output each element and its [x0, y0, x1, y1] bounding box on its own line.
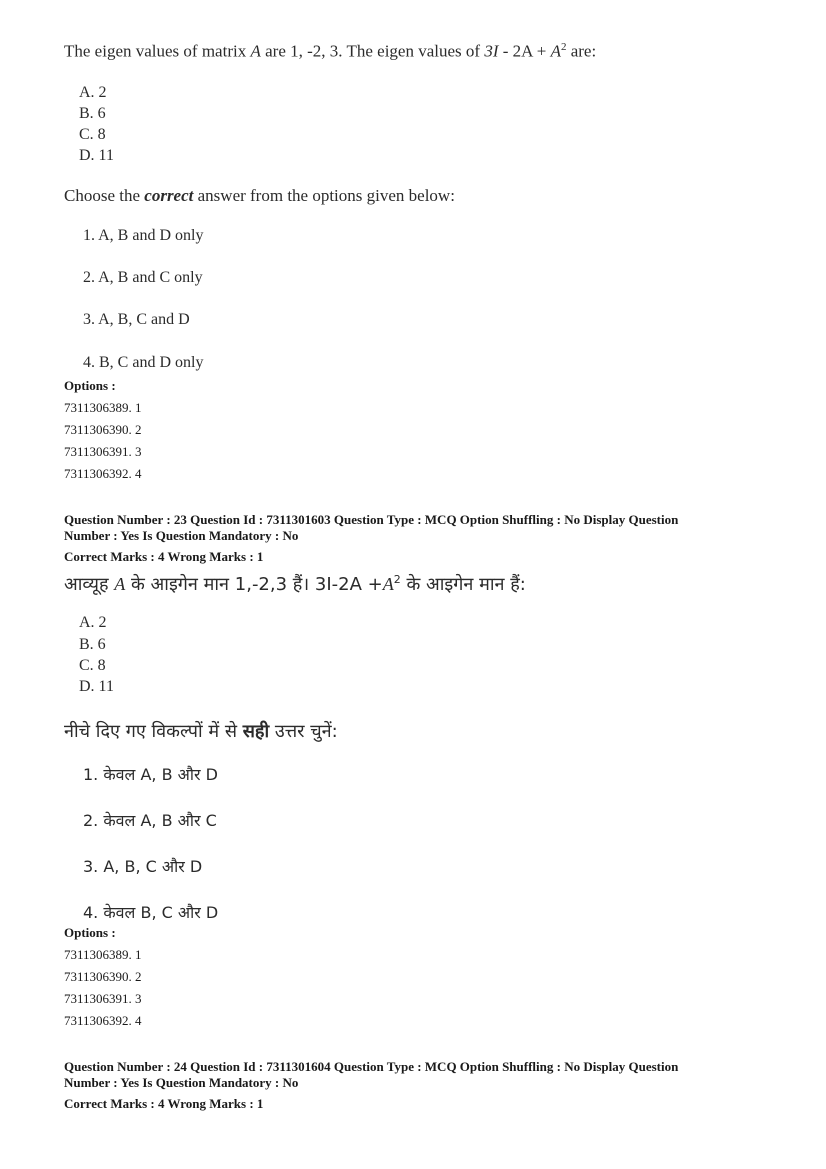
question-text-middle: are 1, -2, 3. The eigen values of [260, 41, 485, 61]
expr-a: A [550, 41, 561, 61]
options-label-2: Options : [64, 925, 116, 940]
letter-option-a-en: A. 2 [79, 84, 107, 101]
numbered-option-4-hi: 4. केवल B, C और D [83, 903, 219, 922]
question-text-before: The eigen values of matrix [64, 41, 251, 61]
question-meta-line2-q24: Number : Yes Is Question Mandatory : No [64, 1075, 299, 1090]
question-statement-en [64, 41, 596, 62]
numbered-option-4-en: 4. B, C and D only [83, 354, 204, 371]
question-marks: Correct Marks : 4 Wrong Marks : 1 [64, 549, 264, 564]
choose-instruction-hi [64, 719, 338, 743]
question-text-after: are: [566, 41, 597, 61]
option-id-1: 7311306389. 1 [64, 400, 142, 415]
matrix-variable-hi: A [114, 574, 126, 594]
option-id-4: 7311306392. 4 [64, 466, 142, 481]
choose-after-hi: उत्तर चुनें: [269, 721, 338, 742]
option-id-1-b: 7311306389. 1 [64, 947, 142, 962]
numbered-option-2-hi: 2. केवल A, B और C [83, 811, 217, 830]
numbered-option-3-en: 3. A, B, C and D [83, 311, 190, 328]
letter-option-d-hi: D. 11 [79, 678, 114, 695]
option-id-3: 7311306391. 3 [64, 444, 142, 459]
choose-after: answer from the options given below: [193, 186, 455, 205]
options-label-1: Options : [64, 378, 116, 393]
expr-superscript: 2 [560, 41, 567, 53]
choose-before-hi: नीचे दिए गए विकल्पों में से [64, 721, 243, 742]
expr-minus-2a: - 2A + [498, 41, 551, 61]
letter-option-c-hi: C. 8 [79, 657, 106, 674]
expr-a-hi: A [382, 574, 394, 594]
choose-emphasis-hi: सही [242, 721, 270, 742]
letter-option-c-en: C. 8 [79, 126, 106, 143]
numbered-option-2-en: 2. A, B and C only [83, 269, 203, 286]
choose-before: Choose the [64, 186, 145, 205]
expr-superscript-hi: 2 [393, 573, 401, 586]
expr-3i: 3I [484, 41, 499, 61]
question-meta-line1-q24: Question Number : 24 Question Id : 7311301604 Question Type : MCQ Option Shuffling : No Display Question [64, 1059, 679, 1074]
option-id-3-b: 7311306391. 3 [64, 991, 142, 1006]
question-meta-line1: Question Number : 23 Question Id : 7311301603 Question Type : MCQ Option Shuffling : No Display Question [64, 512, 679, 527]
numbered-option-1-en: 1. A, B and D only [83, 227, 204, 244]
matrix-variable: A [250, 41, 261, 61]
option-id-2: 7311306390. 2 [64, 422, 142, 437]
question-statement-hi [64, 572, 526, 596]
letter-option-d-en: D. 11 [79, 147, 114, 164]
question-meta-line2: Number : Yes Is Question Mandatory : No [64, 528, 299, 543]
option-id-4-b: 7311306392. 4 [64, 1013, 142, 1028]
numbered-option-3-hi: 3. A, B, C और D [83, 857, 203, 876]
numbered-option-1-hi: 1. केवल A, B और D [83, 765, 218, 784]
option-id-2-b: 7311306390. 2 [64, 969, 142, 984]
question-text-middle-hi: के आइगेन मान 1,-2,3 हैं। 3I-2A + [125, 574, 383, 595]
choose-emphasis: correct [144, 186, 194, 205]
question-text-before-hi: आव्यूह [64, 574, 115, 595]
letter-option-b-en: B. 6 [79, 105, 106, 122]
choose-instruction-en [64, 186, 455, 206]
letter-option-b-hi: B. 6 [79, 636, 106, 653]
question-text-after-hi: के आइगेन मान हैं: [400, 574, 526, 595]
question-marks-q24: Correct Marks : 4 Wrong Marks : 1 [64, 1096, 264, 1111]
letter-option-a-hi: A. 2 [79, 614, 107, 631]
